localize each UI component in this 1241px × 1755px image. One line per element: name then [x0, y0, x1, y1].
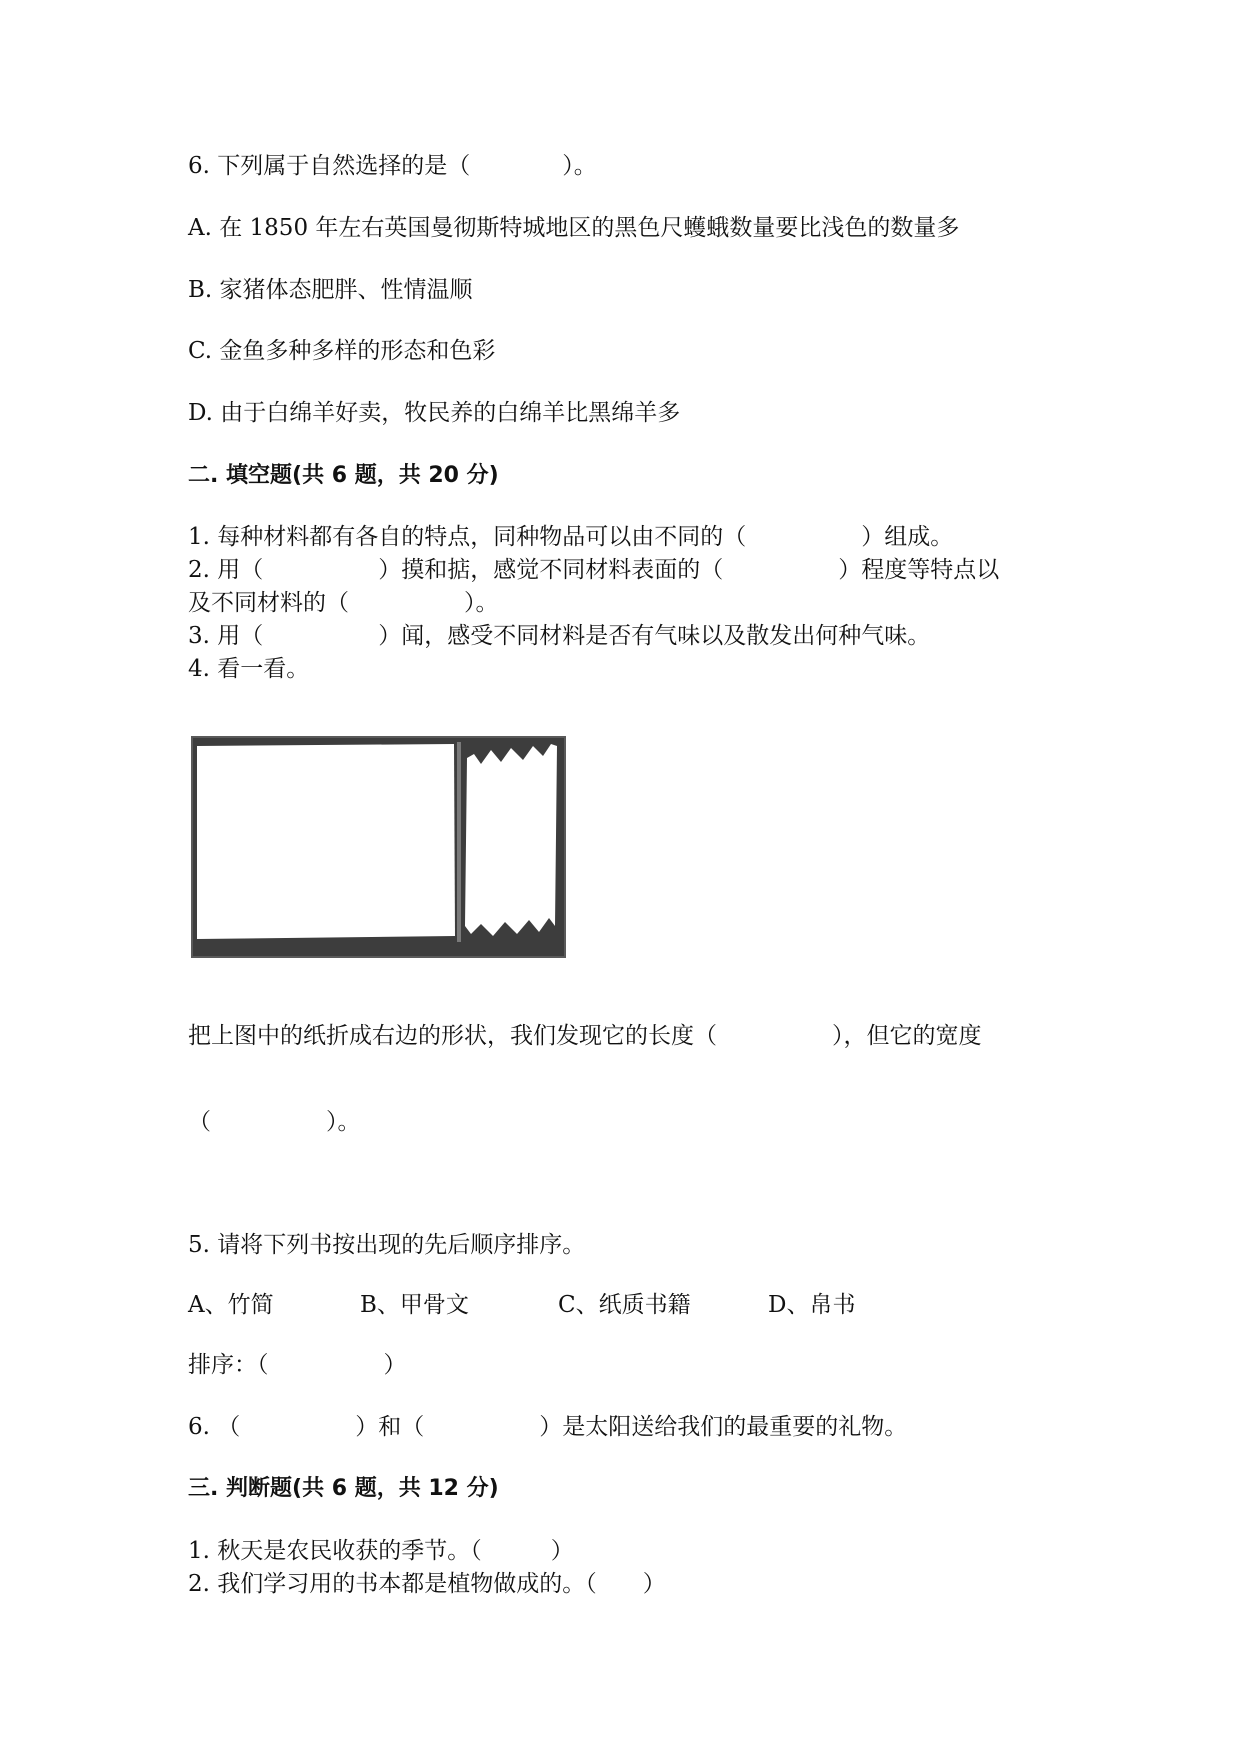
question-5-options [188, 1294, 988, 1320]
folded-paper-figure [191, 736, 566, 958]
question-2-line-1: 2. 用（ ）摸和掂，感觉不同材料表面的（ ）程度等特点以 [188, 557, 1000, 583]
question-6: 6. （ ）和（ ）是太阳送给我们的最重要的礼物。 [188, 1414, 908, 1440]
book-option-d: D、帛书 [768, 1292, 856, 1318]
question-2-line-2: 及不同材料的（ ）。 [188, 590, 499, 616]
question-1: 1. 每种材料都有各自的特点，同种物品可以由不同的（ ）组成。 [188, 524, 954, 550]
flat-paper [197, 744, 455, 939]
question-5: 5. 请将下列书按出现的先后顺序排序。 [188, 1232, 586, 1258]
option-d: D. 由于白绵羊好卖，牧民养的白绵羊比黑绵羊多 [188, 400, 681, 426]
question-4-text-line-1: 把上图中的纸折成右边的形状，我们发现它的长度（ ），但它的宽度 [188, 1023, 982, 1049]
question-stem: 6. 下列属于自然选择的是（ ）。 [188, 153, 597, 179]
folded-paper [465, 744, 557, 936]
option-c: C. 金鱼多种多样的形态和色彩 [188, 338, 496, 364]
book-option-a: A、竹简 [188, 1292, 274, 1318]
section-heading: 三. 判断题(共 6 题，共 12 分) [188, 1476, 499, 1501]
question-1: 1. 秋天是农民收获的季节。（ ） [188, 1538, 574, 1564]
question-4: 4. 看一看。 [188, 656, 310, 682]
fold-crease [457, 742, 461, 942]
question-5-answer: 排序：（ ） [188, 1352, 407, 1378]
book-option-b: B、甲骨文 [360, 1292, 469, 1318]
question-3: 3. 用（ ）闻，感受不同材料是否有气味以及散发出何种气味。 [188, 623, 931, 649]
section-heading: 二. 填空题(共 6 题，共 20 分) [188, 463, 499, 488]
question-4-text-line-2: （ ）。 [188, 1109, 361, 1135]
option-a: A. 在 1850 年左右英国曼彻斯特城地区的黑色尺蠖蛾数量要比浅色的数量多 [188, 215, 960, 241]
book-option-c: C、纸质书籍 [558, 1292, 691, 1318]
question-2: 2. 我们学习用的书本都是植物做成的。（ ） [188, 1571, 666, 1597]
option-b: B. 家猪体态肥胖、性情温顺 [188, 277, 473, 303]
